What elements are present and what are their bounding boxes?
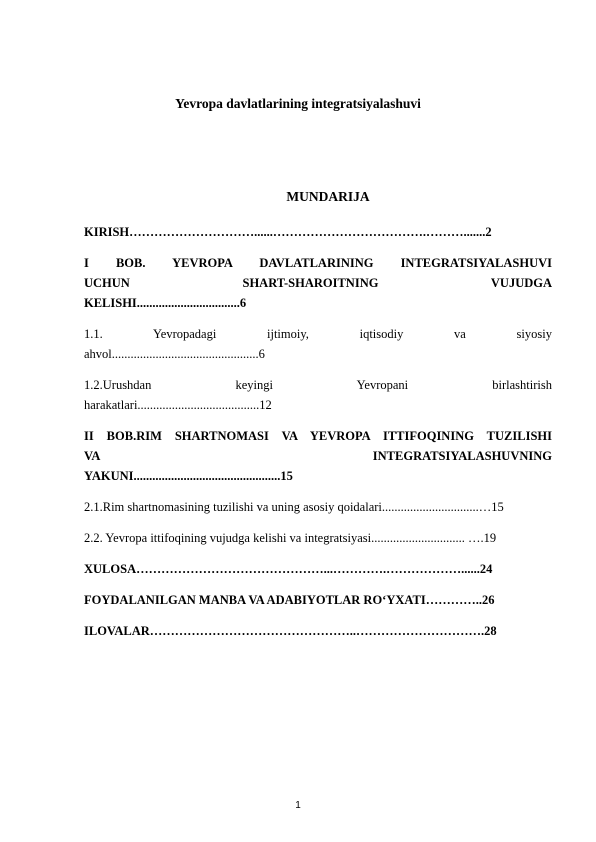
toc-entry-2-1[interactable] (84, 497, 552, 517)
toc-entry-line: ahvol...............................................6 (84, 347, 265, 361)
toc-entry-line: YAKUNI...............................................15 (84, 469, 293, 483)
toc-entry-line: KELISHI.................................6 (84, 296, 247, 310)
toc-entry-ilovalar[interactable] (84, 621, 552, 641)
toc-entry-line: 1.1. Yevropadagi ijtimoiy, iqtisodiy va siyosiy (84, 327, 552, 341)
table-of-contents (84, 222, 552, 652)
toc-entry-bob2[interactable] (84, 426, 552, 486)
toc-entry-kirish[interactable] (84, 222, 552, 242)
toc-entry-line: I BOB. YEVROPA DAVLATLARINING INTEGRATSIYALASHUVI (84, 256, 552, 270)
toc-entry-1-2[interactable] (84, 375, 552, 415)
toc-entry-bob1[interactable] (84, 253, 552, 313)
toc-entry-line: 1.2.Urushdan keyingi Yevropani birlashtirish (84, 378, 552, 392)
toc-entry-2-2[interactable] (84, 528, 552, 548)
toc-entry-line: harakatlari.......................................12 (84, 398, 272, 412)
toc-entry-text: XULOSA………………………………………...………….………………......24 (84, 562, 493, 576)
toc-entry-line: VA INTEGRATSIYALASHUVNING (84, 449, 552, 463)
toc-entry-text: FOYDALANILGAN MANBA VA ADABIYOTLAR RO‘YXATI…………..26 (84, 593, 495, 607)
toc-entry-xulosa[interactable] (84, 559, 552, 579)
page-number: 1 (295, 800, 301, 811)
toc-entry-text: KIRISH…………………………......……………………………….……….......2 (84, 225, 492, 239)
toc-entry-foydalanilgan[interactable] (84, 590, 552, 610)
toc-entry-text: ILOVALAR…………………………………………..………………………….28 (84, 624, 497, 638)
toc-entry-1-1[interactable] (84, 324, 552, 364)
toc-entry-line: UCHUN SHART-SHAROITNING VUJUDGA (84, 276, 552, 290)
toc-entry-text: 2.2. Yevropa ittifoqining vujudga kelishi va integratsiyasi.............................. ….19 (84, 531, 497, 545)
document-title: Yevropa davlatlarining integratsiyalashuvi (175, 96, 421, 111)
toc-entry-line: II BOB.RIM SHARTNOMASI VA YEVROPA ITTIFOQINING TUZILISHI (84, 429, 552, 443)
toc-entry-text: 2.1.Rim shartnomasining tuzilishi va uning asosiy qoidalari...............................…15 (84, 500, 504, 514)
toc-heading: MUNDARIJA (286, 189, 370, 204)
